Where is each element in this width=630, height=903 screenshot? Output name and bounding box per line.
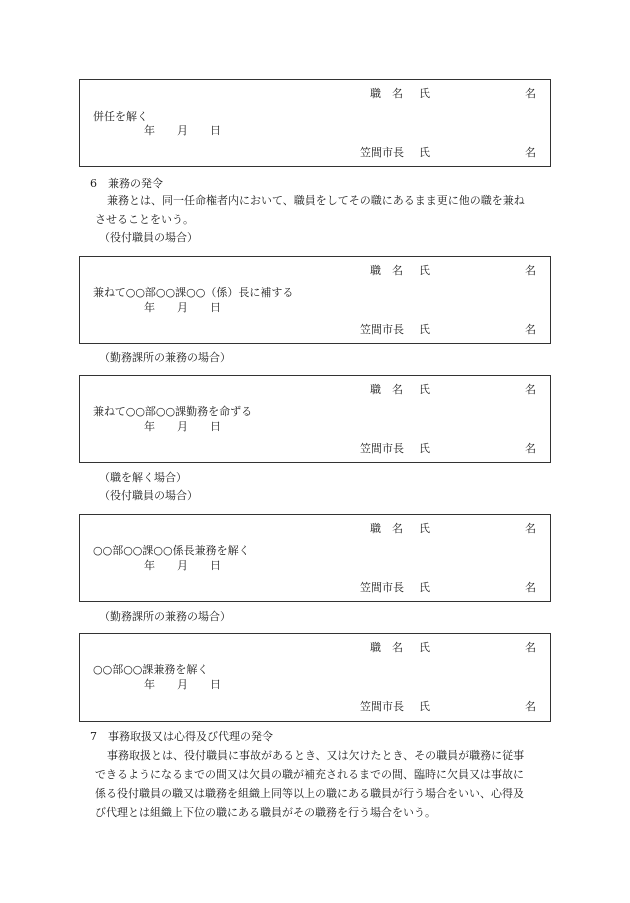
date-line: 年 月 日 [144, 124, 221, 137]
case-label: （役付職員の場合） [99, 231, 198, 244]
name-label: 名 [525, 264, 536, 277]
surname-label: 氏 [419, 700, 430, 713]
surname-label: 氏 [419, 641, 430, 654]
appointment-form-box-4 [79, 514, 551, 602]
action-text: ○○部○○課兼務を解く [93, 663, 209, 676]
date-line: 年 月 日 [144, 678, 221, 691]
appointment-form-box-3 [79, 375, 551, 463]
case-label: （役付職員の場合） [99, 489, 198, 502]
surname-label: 氏 [419, 442, 430, 455]
surname-label: 氏 [419, 323, 430, 336]
title-label: 職 名 [370, 87, 403, 100]
title-label: 職 名 [370, 264, 403, 277]
title-label: 職 名 [370, 641, 403, 654]
mayor-label: 笠間市長 [360, 323, 404, 336]
name-label: 名 [525, 522, 536, 535]
action-text: 併任を解く [93, 110, 148, 123]
surname-label: 氏 [419, 383, 430, 396]
date-line: 年 月 日 [144, 420, 221, 433]
name-label: 名 [525, 146, 536, 159]
section-7-body-line-1: 事務取扱とは、役付職員に事故があるとき、又は欠けたとき、その職員が職務に従事 [107, 749, 525, 762]
section-7-heading: 7 事務取扱又は心得及び代理の発令 [90, 730, 273, 743]
surname-label: 氏 [419, 146, 430, 159]
date-line: 年 月 日 [144, 559, 221, 572]
action-text: 兼ねて○○部○○課○○（係）長に補する [93, 286, 294, 299]
case-label: （勤務課所の兼務の場合） [99, 351, 231, 364]
title-label: 職 名 [370, 383, 403, 396]
name-label: 名 [525, 700, 536, 713]
section-7-body-line-2: できるようになるまでの間又は欠員の職が補充されるまでの間、臨時に欠員又は事故に [95, 768, 524, 781]
appointment-form-box-5 [79, 633, 551, 722]
surname-label: 氏 [419, 522, 430, 535]
section-6-body-line-1: 兼務とは、同一任命権者内において、職員をしてその職にあるまま更に他の職を兼ね [107, 194, 525, 207]
section-7-body-line-3: 係る役付職員の職又は職務を組織上同等以上の職にある職員が行う場合をいい、心得及 [95, 787, 524, 800]
case-label: （勤務課所の兼務の場合） [99, 610, 231, 623]
name-label: 名 [525, 442, 536, 455]
name-label: 名 [525, 641, 536, 654]
name-label: 名 [525, 383, 536, 396]
surname-label: 氏 [419, 264, 430, 277]
date-line: 年 月 日 [144, 301, 221, 314]
appointment-form-box-2 [79, 256, 551, 344]
action-text: ○○部○○課○○係長兼務を解く [93, 544, 250, 557]
title-label: 職 名 [370, 522, 403, 535]
mayor-label: 笠間市長 [360, 442, 404, 455]
surname-label: 氏 [419, 87, 430, 100]
name-label: 名 [525, 323, 536, 336]
case-label: （職を解く場合） [99, 471, 187, 484]
section-6-body-line-2: させることをいう。 [95, 213, 194, 226]
mayor-label: 笠間市長 [360, 581, 404, 594]
action-text: 兼ねて○○部○○課勤務を命ずる [93, 405, 253, 418]
name-label: 名 [525, 581, 536, 594]
mayor-label: 笠間市長 [360, 700, 404, 713]
name-label: 名 [525, 87, 536, 100]
mayor-label: 笠間市長 [360, 146, 404, 159]
appointment-form-box-1 [79, 79, 551, 167]
section-6-heading: 6 兼務の発令 [90, 177, 163, 190]
surname-label: 氏 [419, 581, 430, 594]
section-7-body-line-4: び代理とは組織上下位の職にある職員がその職務を行う場合をいう。 [95, 806, 436, 819]
